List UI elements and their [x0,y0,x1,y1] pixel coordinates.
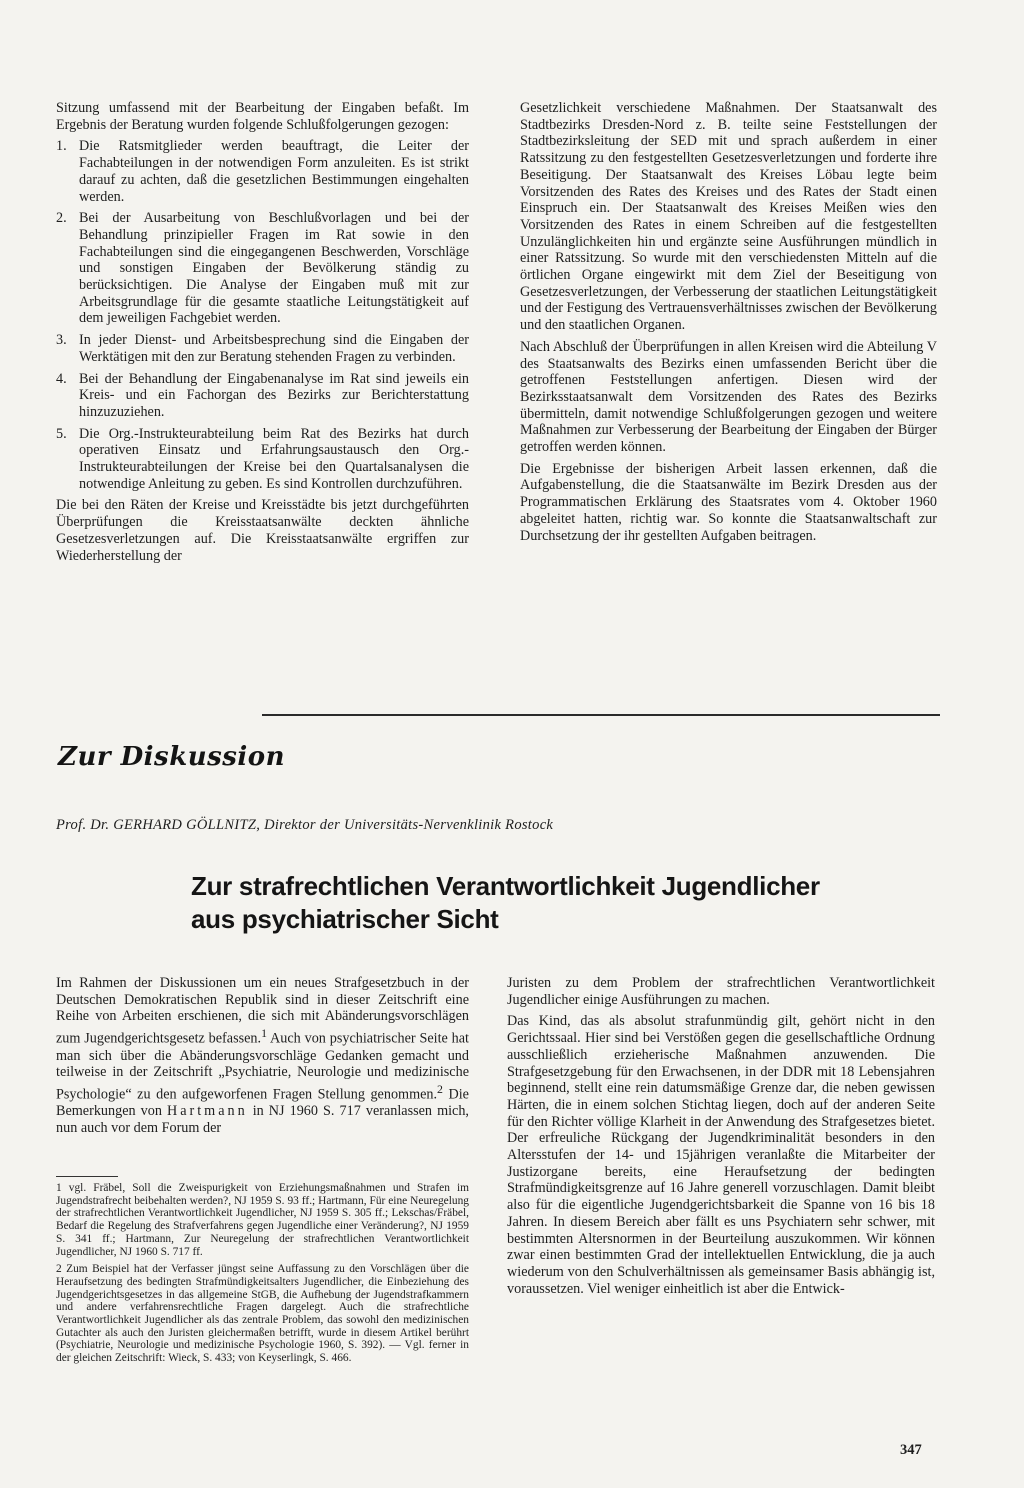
text-run: Im Rahmen der Diskussionen um ein neues Strafgesetzbuch in der Deutschen Demokratischen Republik sind in dieser Zeitschrift eine Reihe von Arbeiten erschienen, die sich mit Abänderungsvorschlägen zum Jugendgerichtsgesetz befassen. [56,975,469,1047]
list-item [56,371,469,421]
headline-line-1: Zur strafrechtlichen Verantwortlichkeit Jugendlicher [191,871,820,901]
intro-paragraph: Sitzung umfassend mit der Bearbeitung der Eingaben befaßt. Im Ergebnis der Beratung wurden folgende Schlußfolgerungen gezogen: [56,100,469,133]
list-item-text: In jeder Dienst- und Arbeitsbesprechung sind die Eingaben der Werktätigen mit den zur Beratung stehenden Fragen zu verbinden. [79,332,469,365]
top-left-column [56,100,469,564]
page-number: 347 [900,1442,922,1458]
list-item-text: Bei der Ausarbeitung von Beschlußvorlagen und bei der Behandlung prinzipieller Fragen im Rat sowie in den Fachabteilungen sind die eingegangenen Beschwerden, Vorschläge und sonstigen Eingaben der Bevölkerung ständig zu berücksichtigen. Die Analyse der Eingaben muß mit zur Arbeitsgrundlage für die gesamte staatliche Leitungstätigkeit auf dem jeweiligen Fachgebiet werden. [79,210,469,327]
paragraph [56,975,469,1137]
list-item-number: 1. [56,138,67,155]
list-item-number: 4. [56,370,67,387]
list-item [56,210,469,327]
bottom-right-column [507,975,935,1297]
article-headline [191,870,931,936]
author-name: Hartmann [166,1103,248,1120]
footnotes [56,1182,469,1370]
footnote-1: 1 vgl. Fräbel, Soll die Zweispurigkeit von Erziehungsmaßnahmen und Strafen im Jugendstrafrecht beibehalten werden?, NJ 1959 S. 93 ff.; Hartmann, Für eine Neuregelung der strafrechtlichen Verantwortlichkeit Jugendlicher, NJ 1959 S. 305 ff.; Lekschas/Fräbel, Bedarf die Regelung des Strafverfahrens gegen Jugendliche einer Veränderung?, NJ 1959 S. 341 ff.; Hartmann, Zur Neuregelung der strafrechtlichen Verantwortlichkeit Jugendlicher, NJ 1960 S. 717 ff. [56,1182,469,1258]
list-item-number: 5. [56,425,67,442]
paragraph: Gesetzlichkeit verschiedene Maßnahmen. Der Staatsanwalt des Stadtbezirks Dresden-Nord z. B. teilte seine Feststellungen der Stadtbezirksleitung der SED mit und sprach außerdem in einer Ratssitzung zu den festgestellten Gesetzesverletzungen und forderte ihre Beseitigung. Der Staatsanwalt des Kreises Löbau legte beim Vorsitzenden des Rates des Kreises und des Rates der Stadt einen Einspruch ein. Der Staatsanwalt des Kreises Meißen wies den Vorsitzenden des Rates in einem Schreiben auf die festgestellten Unzulänglichkeiten hin und ergänzte seine Ausführungen mündlich in einer Ratssitzung. So wurde mit den verschiedensten Mitteln auf die örtlichen Organe eingewirkt mit dem Ziel der Beseitigung von Gesetzesverletzungen, der Verbesserung der staatlichen Leitungstätigkeit und der Festigung des Vertrauensverhältnisses zwischen der Bevölkerung und den staatlichen Organen. [520,100,937,334]
conclusions-list [56,138,469,492]
list-item-text: Bei der Behandlung der Eingabenanalyse im Rat sind jeweils ein Kreis- und ein Fachorgan des Bezirks zur Berichterstattung hinzuzuziehen. [79,370,469,420]
list-item-text: Die Org.-Instrukteurabteilung beim Rat des Bezirks hat durch operativen Einsatz und Erfahrungsaustausch den Org.-Instrukteurabteilungen der Kreise bei den Quartalsanalysen die notwendige Anleitung zu geben. Es sind Kontrollen durchzuführen. [79,425,469,492]
text-run: in NJ 1960 S. 717 veranlassen mich, nun auch vor dem Forum der [56,1103,469,1137]
headline-line-2: aus psychiatrischer Sicht [191,904,499,934]
author-line: Prof. Dr. GERHARD GÖLLNITZ, Direktor der Universitäts-Nervenklinik Rostock [56,817,554,833]
text-run: Auch von psychiatrischer Seite hat man sich über die Abänderungsvorschläge Gedanken gemacht und teilweise in der Zeitschrift „Psychiatrie, Neurologie und medizinische Psychologie“ zu den aufgeworfenen Fragen Stellung genommen. [56,1030,470,1103]
list-item [56,332,469,365]
footnote-divider [56,1176,118,1177]
text-run: Die Bemerkungen von [56,1086,469,1120]
footnote-marker: 2 [437,1081,443,1096]
footnote-2: 2 Zum Beispiel hat der Verfasser jüngst seine Auffassung zu den Vorschlägen über die Heraufsetzung des bedingten Strafmündigkeitsalters Jugendlicher, die Einbeziehung des Jugendgerichtsgesetzes in das allgemeine StGB, die Aufhebung der Jugendstrafkammern und andere verfahrensrechtliche Fragen dargelegt. Auch die strafrechtliche Verantwortlichkeit Jugendlicher als das zentrale Problem, das sowohl den medizinischen Gutachter als auch den Juristen gleichermaßen betrifft, wurde in diesem Artikel berührt (Psychiatrie, Neurologie und medizinische Psychologie 1960, S. 392). — Vgl. ferner in der gleichen Zeitschrift: Wieck, S. 433; von Keyserlingk, S. 466. [56,1263,469,1365]
closing-paragraph: Die bei den Räten der Kreise und Kreisstädte bis jetzt durchgeführten Überprüfungen die Kreisstaatsanwälte deckten ähnliche Gesetzesverletzungen auf. Die Kreisstaatsanwälte ergriffen zur Wiederherstellung der [56,497,469,564]
paragraph: Das Kind, das als absolut strafunmündig gilt, gehört nicht in den Gerichtssaal. Hier sind bei Verstößen gegen die gesellschaftliche Ordnung ausschließlich erzieherische Maßnahmen anzuwenden. Die Strafgesetzgebung für den Erwachsenen, in der DDR mit 18 Lebensjahren beginnend, stellt eine rein datumsmäßige Grenze dar, die neben gewissen Härten, die in einem solchen Stichtag liegen, doch auf der anderen Seite für den Richter völlige Klarheit in der Anwendung des Strafgesetzes bietet. Der erfreuliche Rückgang der Jugendkriminalität besonders in den Altersstufen der 14- und 15jährigen veranlaßte die Mitarbeiter der Justizorgane bereits, eine Heraufsetzung der bedingten Strafmündigkeitsgrenze auf 16 Jahre generell vorzuschlagen. Damit bleibt also für die eigentliche Jugendgerichtsbarkeit die Spanne von 16 bis 18 Jahren. In diesem Bereich aber fällt es uns Psychiatern sehr schwer, mit bestimmten Altersnormen in der Beurteilung auszukommen. Wir können zwar einen bestimmten Grad der intellektuellen Entwicklung, die ja auch wiederum von den Schulverhältnissen als gemeinsamer Basis abhängig ist, voraussetzen. Viel weniger einheitlich ist aber die Entwick- [507,1013,935,1297]
paragraph: Die Ergebnisse der bisherigen Arbeit lassen erkennen, daß die Aufgabenstellung, die die Staatsanwälte im Bezirk Dresden aus der Programmatischen Erklärung des Staatsrates vom 4. Oktober 1960 abgeleitet hatten, richtig war. So konnte die Staatsanwaltschaft zur Durchsetzung der ihr gestellten Aufgaben beitragen. [520,460,937,544]
top-right-column [520,100,937,544]
section-title: Zur Diskussion [58,742,286,772]
list-item [56,138,469,205]
footnote-marker: 1 [261,1026,267,1041]
paragraph: Nach Abschluß der Überprüfungen in allen Kreisen wird die Abteilung V des Staatsanwalts des Bezirks einen umfassenden Bericht über die getroffenen Feststellungen anfertigen. Diesen wird der Bezirksstaatsanwalt dem Vorsitzenden des Rates des Bezirks übermitteln, damit notwendige Schlußfolgerungen gezogen und weitere Maßnahmen zur Verbesserung der Bearbeitung der Eingaben der Bürger getroffen werden können. [520,338,937,456]
paragraph: Juristen zu dem Problem der strafrechtlichen Verantwortlichkeit Jugendlicher einige Ausführungen zu machen. [507,975,935,1008]
list-item-number: 3. [56,332,67,349]
list-item-text: Die Ratsmitglieder werden beauftragt, die Leiter der Fachabteilungen in der notwendigen Form anzuleiten. Es ist strikt darauf zu achten, daß die gesetzlichen Bestimmungen eingehalten werden. [79,138,469,205]
list-item-number: 2. [56,210,67,227]
bottom-left-column [56,975,469,1137]
section-divider [262,714,940,716]
list-item [56,426,469,493]
